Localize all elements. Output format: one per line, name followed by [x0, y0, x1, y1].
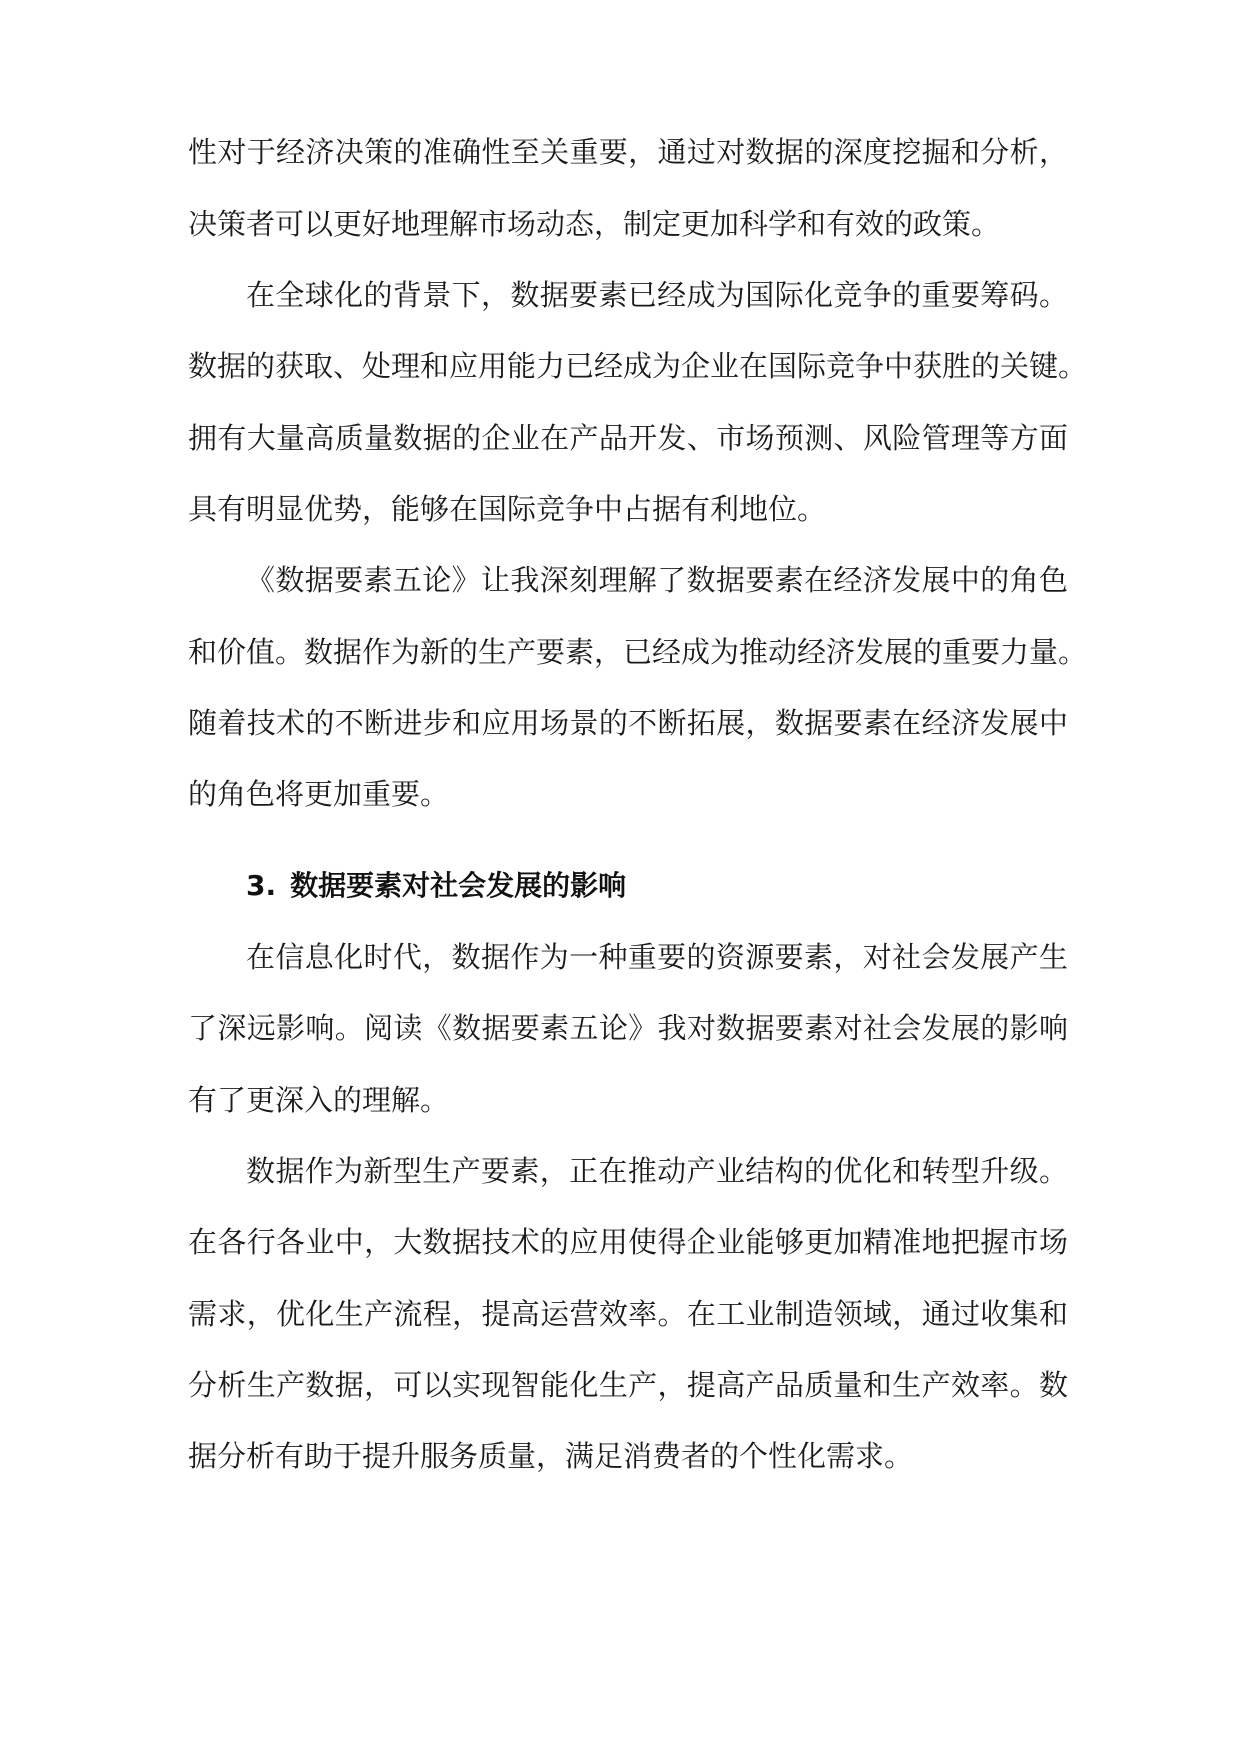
paragraph-4-line-1: 在信息化时代，数据作为一种重要的资源要素，对社会发展产生 [246, 940, 1068, 974]
paragraph-5-line-2: 在各行各业中，大数据技术的应用使得企业能够更加精准地把握市场 [188, 1225, 1068, 1259]
paragraph-2-line-3: 拥有大量高质量数据的企业在产品开发、市场预测、风险管理等方面 [188, 421, 1068, 455]
paragraph-1-line-2: 决策者可以更好地理解市场动态，制定更加科学和有效的政策。 [188, 207, 1001, 241]
section-title: 数据要素对社会发展的影响 [290, 869, 627, 902]
paragraph-5-line-3: 需求，优化生产流程，提高运营效率。在工业制造领域，通过收集和 [188, 1297, 1068, 1331]
paragraph-4-line-3: 有了更深入的理解。 [188, 1083, 450, 1117]
paragraph-5-line-1: 数据作为新型生产要素，正在推动产业结构的优化和转型升级。 [246, 1154, 1068, 1188]
paragraph-5-line-5: 据分析有助于提升服务质量，满足消费者的个性化需求。 [188, 1439, 914, 1473]
paragraph-2-line-2: 数据的获取、处理和应用能力已经成为企业在国际竞争中获胜的关键。 [188, 349, 1088, 383]
section-heading [246, 866, 1068, 906]
paragraph-2-line-1: 在全球化的背景下，数据要素已经成为国际化竞争的重要筹码。 [246, 278, 1068, 312]
paragraph-5-line-4: 分析生产数据，可以实现智能化生产，提高产品质量和生产效率。数 [188, 1368, 1068, 1402]
paragraph-4-line-2: 了深远影响。阅读《数据要素五论》我对数据要素对社会发展的影响 [188, 1011, 1068, 1045]
paragraph-2-line-4: 具有明显优势，能够在国际竞争中占据有利地位。 [188, 492, 827, 526]
section-number: 3. [246, 869, 277, 902]
paragraph-3-line-1: 《数据要素五论》让我深刻理解了数据要素在经济发展中的角色 [246, 563, 1068, 597]
paragraph-3-line-2: 和价值。数据作为新的生产要素，已经成为推动经济发展的重要力量。 [188, 635, 1088, 669]
paragraph-1-line-1: 性对于经济决策的准确性至关重要，通过对数据的深度挖掘和分析， [188, 135, 1068, 169]
paragraph-3-line-4: 的角色将更加重要。 [188, 777, 450, 811]
paragraph-3-line-3: 随着技术的不断进步和应用场景的不断拓展，数据要素在经济发展中 [188, 706, 1068, 740]
